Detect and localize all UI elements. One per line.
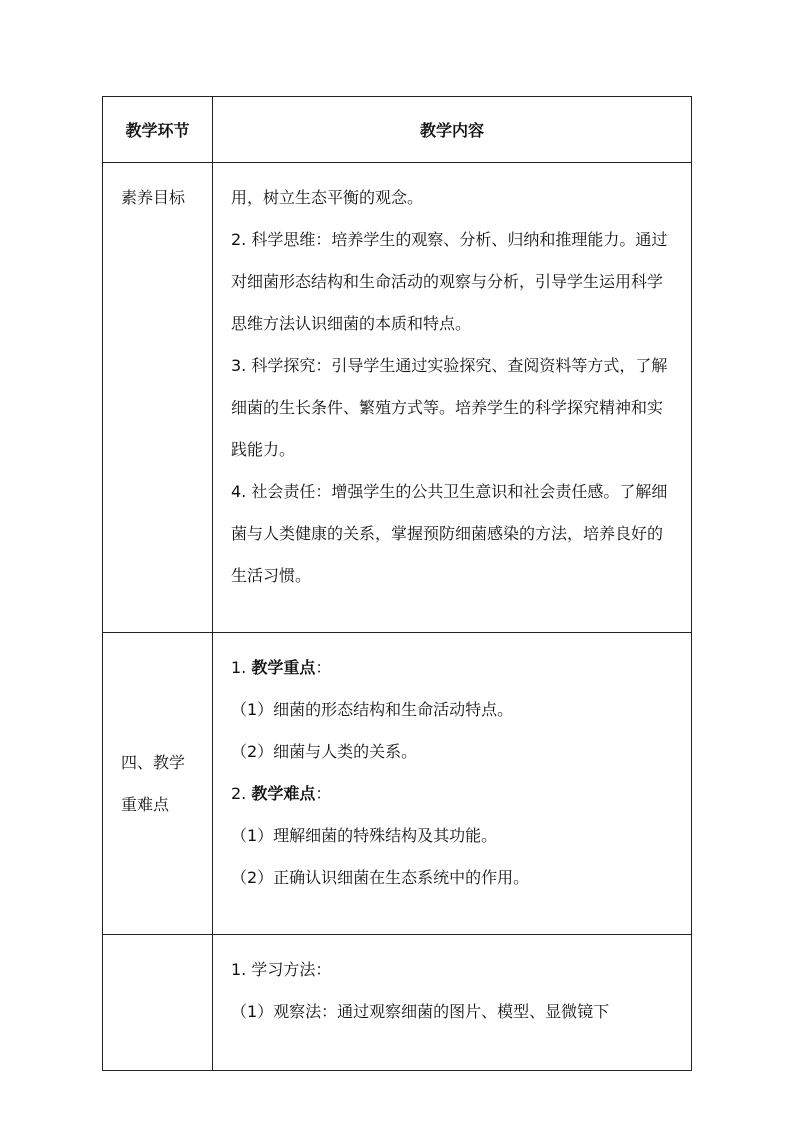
row-label-methods — [103, 935, 213, 1071]
key-difficult-points-content — [213, 633, 692, 935]
header-teaching-content: 教学内容 — [213, 97, 692, 163]
focus-item: （1）细菌的形态结构和生命活动特点。 — [231, 700, 514, 719]
goals-paragraph-1: 2. 科学思维：培养学生的观察、分析、归纳和推理能力。通过对细菌形态结构和生命活动的观察与分析，引导学生运用科学思维方法认识细菌的本质和特点。 — [231, 230, 668, 333]
table-header-row — [103, 97, 692, 163]
goals-paragraph-0: 用，树立生态平衡的观念。 — [231, 188, 424, 207]
lesson-plan-table — [102, 96, 692, 1071]
literacy-goals-content — [213, 163, 692, 633]
row-label-line-1: 四、教学 — [121, 752, 186, 772]
methods-content — [213, 935, 692, 1071]
methods-line-0: 1. 学习方法： — [231, 960, 332, 979]
header-teaching-stage: 教学环节 — [103, 97, 213, 163]
focus-number: 1. — [231, 658, 247, 677]
difficulty-number: 2. — [231, 784, 247, 803]
goals-paragraph-2: 3. 科学探究：引导学生通过实验探究、查阅资料等方式，了解细菌的生长条件、繁殖方式等。培养学生的科学探究精神和实践能力。 — [231, 356, 668, 459]
table-row-methods — [103, 935, 692, 1071]
focus-item: （2）细菌与人类的关系。 — [231, 742, 418, 761]
focus-colon: ： — [315, 658, 332, 677]
table-row-key-difficult-points — [103, 633, 692, 935]
row-label-key-difficult-points — [103, 633, 213, 935]
row-label-line-2: 重难点 — [121, 794, 170, 814]
difficulty-item: （1）理解细菌的特殊结构及其功能。 — [231, 826, 498, 845]
focus-title: 教学重点 — [251, 658, 316, 677]
goals-paragraph-3: 4. 社会责任：增强学生的公共卫生意识和社会责任感。了解细菌与人类健康的关系，掌握预防细菌感染的方法，培养良好的生活习惯。 — [231, 482, 668, 585]
methods-line-1: （1）观察法：通过观察细菌的图片、模型、显微镜下 — [231, 1002, 610, 1021]
difficulty-title: 教学难点 — [251, 784, 316, 803]
difficulty-heading — [231, 773, 677, 815]
table-row-literacy-goals — [103, 163, 692, 633]
difficulty-item: （2）正确认识细菌在生态系统中的作用。 — [231, 868, 530, 887]
row-label-literacy-goals: 素养目标 — [103, 163, 213, 633]
focus-heading — [231, 647, 677, 689]
difficulty-colon: ： — [315, 784, 332, 803]
